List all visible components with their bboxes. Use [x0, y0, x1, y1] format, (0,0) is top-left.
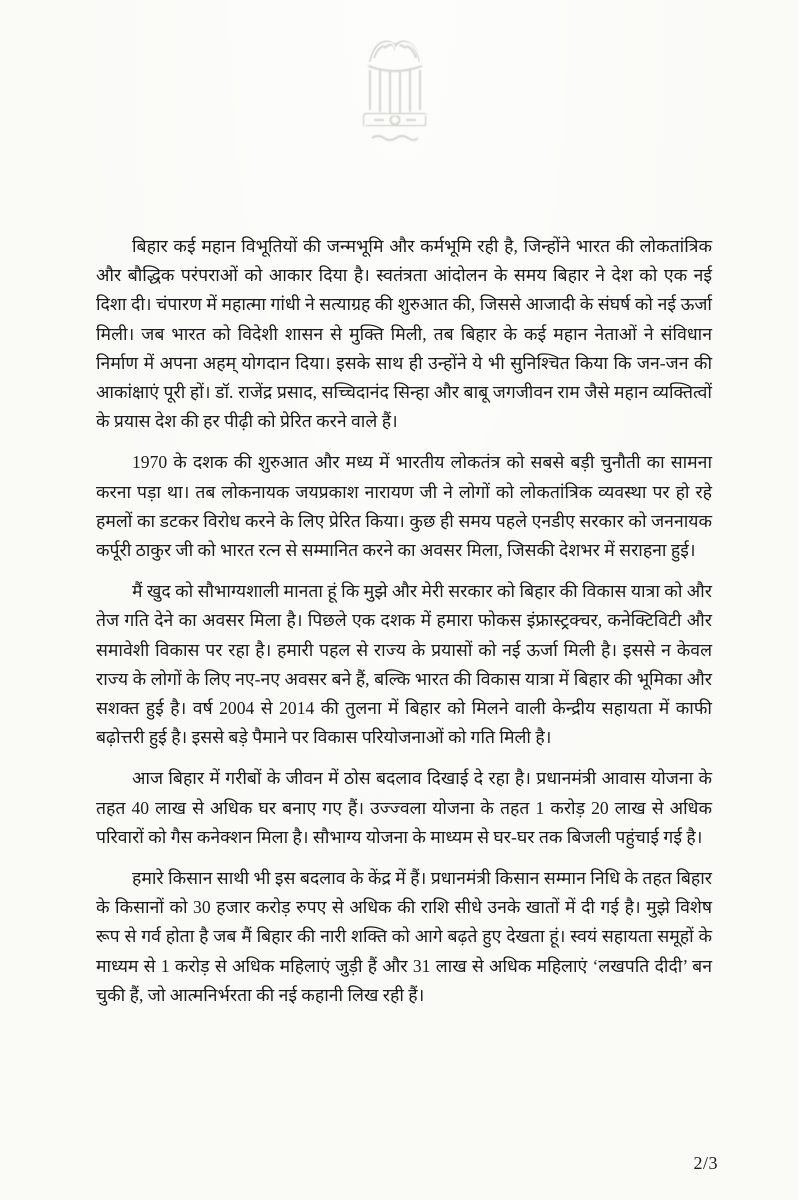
- paragraph-1970s-democracy: 1970 के दशक की शुरुआत और मध्य में भारतीय लोकतंत्र को सबसे बड़ी चुनौती का सामना करना पड़ा था। तब लोकनायक जयप्रकाश नारायण जी ने लोगों को लोकतांत्रिक व्यवस्था पर हो रहे हमलों का डटकर विरोध करने के लिए प्रेरित किया। कुछ ही समय पहले एनडीए सरकार को जननायक कर्पूरी ठाकुर जी को भारत रत्न से सम्मानित करने का अवसर मिला, जिसकी देशभर में सराहना हुई।: [96, 452, 712, 561]
- letter-body: [96, 232, 712, 1022]
- paragraph-farmers-women: हमारे किसान साथी भी इस बदलाव के केंद्र में हैं। प्रधानमंत्री किसान सम्मान निधि के तहत बिहार के किसानों को 30 हजार करोड़ रुपए से अधिक की राशि सीधे उनके खातों में दी गई है। मुझे विशेष रूप से गर्व होता है जब मैं बिहार की नारी शक्ति को आगे बढ़ते हुए देखता हूं। स्वयं सहायता समूहों के माध्यम से 1 करोड़ से अधिक महिलाएं जुड़ी हैं और 31 लाख से अधिक महिलाएं ‘लखपति दीदी’ बन चुकी हैं, जो आत्मनिर्भरता की नई कहानी लिख रही हैं।: [96, 868, 712, 1005]
- paragraph-welfare-schemes: आज बिहार में गरीबों के जीवन में ठोस बदलाव दिखाई दे रहा है। प्रधानमंत्री आवास योजना के तहत 40 लाख से अधिक घर बनाए गए हैं। उज्ज्वला योजना के तहत 1 करोड़ 20 लाख से अधिक परिवारों को गैस कनेक्शन मिला है। सौभाग्य योजना के माध्यम से घर-घर तक बिजली पहुंचाई गई है।: [96, 768, 712, 847]
- national-emblem-icon: [340, 18, 450, 158]
- paragraph-development-journey: मैं खुद को सौभाग्यशाली मानता हूं कि मुझे और मेरी सरकार को बिहार की विकास यात्रा को और तेज गति देने का अवसर मिला है। पिछले एक दशक में हमारा फोकस इंफ्रास्ट्रक्चर, कनेक्टिविटी और समावेशी विकास पर रहा है। हमारी पहल से राज्य के प्रयासों को नई ऊर्जा मिली है। इससे न केवल राज्य के लोगों के लिए नए-नए अवसर बने हैं, बल्कि भारत की विकास यात्रा में बिहार की भूमिका और सशक्त हुई है। वर्ष 2004 से 2014 की तुलना में बिहार को मिलने वाली केन्द्रीय सहायता में काफी बढ़ोत्तरी हुई है। इससे बड़े पैमाने पर विकास परियोजनाओं को गति मिली है।: [96, 581, 712, 748]
- page-number: 2/3: [693, 1153, 718, 1173]
- paragraph-bihar-heritage: बिहार कई महान विभूतियों की जन्मभूमि और कर्मभूमि रही है, जिन्होंने भारत की लोकतांत्रिक और बौद्धिक परंपराओं को आकार दिया है। स्वतंत्रता आंदोलन के समय बिहार ने देश को एक नई दिशा दी। चंपारण में महात्मा गांधी ने सत्याग्रह की शुरुआत की, जिससे आजादी के संघर्ष को नई ऊर्जा मिली। जब भारत को विदेशी शासन से मुक्ति मिली, तब बिहार के कई महान नेताओं ने संविधान निर्माण में अपना अहम् योगदान दिया। इसके साथ ही उन्होंने ये भी सुनिश्चित किया कि जन-जन की आकांक्षाएं पूरी हों। डॉ. राजेंद्र प्रसाद, सच्चिदानंद सिन्हा और बाबू जगजीवन राम जैसे महान व्यक्तित्वों के प्रयास देश की हर पीढ़ी को प्रेरित करने वाले हैं।: [96, 236, 712, 432]
